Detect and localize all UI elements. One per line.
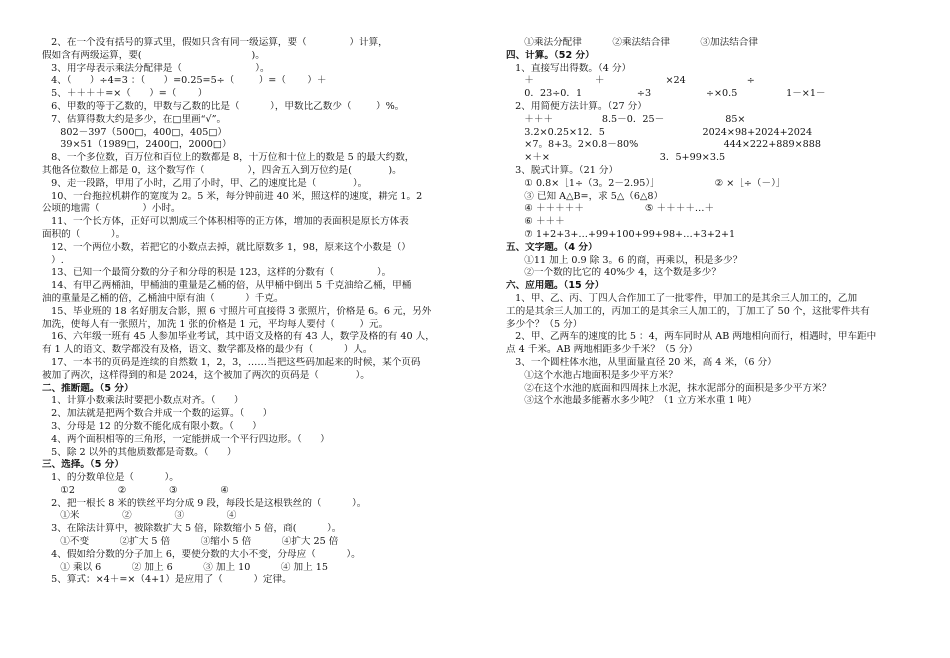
text-line: ④ ＋＋＋＋＋ ⑤ ＋＋＋＋…＋ [506,203,715,215]
text-line: 3、在除法计算中，被除数扩大 5 倍，除数缩小 5 倍，商( ）。 [42,523,342,535]
text-line: ×7。8+3。2×0.8－80% 444×222+889×888 [506,139,821,151]
text-line: 2、用简便方法计算。（27 分） [506,100,647,112]
text-line: 3.2×0.25×12．5 2024×98+2024+2024 [506,126,813,138]
text-line: 多少个？（5 分） [506,318,583,330]
text-line: 公顷的地需（ ）小时。 [42,203,181,215]
text-line: 其他各位数位上都是 0，这个数写作（ ），四舍五入到万位约是( )。 [42,164,402,176]
text-line: 3、分母是 12 的分数不能化成有限小数。（ ） [42,420,262,432]
text-line: ①2 ② ③ ④ [42,484,229,496]
text-line: 5、＋＋＋＋=×（ ）=（ ） [42,88,208,100]
text-line: ①不变 ②扩大 5 倍 ③缩小 5 倍 ④扩大 25 倍 [42,536,339,548]
text-line: ②在这个水池的底面和四周抹上水泥，抹水泥部分的面积是多少平方米？ [506,382,832,394]
text-line: 加洗，使每人有一张照片，加洗 1 张的价格是 1 元，平均每人要付（ ）元。 [42,318,389,330]
text-line: 7、估算得数大约是多少，在□里画“√”。 [42,113,227,125]
text-line: ③这个水池最多能蓄水多少吨？（1 立方米水重 1 吨） [506,395,757,407]
text-line: 11、一个长方体，正好可以割成三个体积相等的正方体，增加的表面积是原长方体表 [42,216,409,228]
text-line: 15、毕业班的 18 名好朋友合影，照 6 寸照片可直接得 3 张照片，价格是 6。6 元，另外 [42,305,432,317]
text-line: ① 0.8×［1÷（3。2－2.95）］ ② ×［÷（－）］ [506,177,786,189]
text-line: 五、文字题。（4 分） [506,241,598,253]
text-line: ①米 ② ③ ④ [42,510,237,522]
text-line: 5、算式：×4＋=×（4+1）是应用了（ ）定律。 [42,574,292,586]
text-line: 3、一个圆柱体水池，从里面量直径 20 米，高 4 米，（6 分） [506,356,777,368]
text-line: ③ 已知 A△B=，求 5△（6△8） [506,190,664,202]
text-line: 2、在一个没有括号的算式里，假如只含有同一级运算，要（ ）计算， [42,37,388,48]
text-line: 13、已知一个最简分数的分子和分母的积是 123，这样的分数有（ ）。 [42,267,392,279]
text-line: ⑥ ＋＋＋ [506,216,565,228]
text-line: ）. [42,254,64,266]
text-line: ①11 加上 0.9 除 3。6 的商，再乘以，积是多少？ [506,254,743,266]
text-line: ×＋× 3．5+99×3.5 [506,152,726,164]
text-line: 1、的分数单位是（ ）。 [42,472,179,484]
text-line: 2、把一根长 8 米的铁丝平均分成 9 段，每段长是这根铁丝的（ ）。 [42,497,367,509]
text-line: 10、一台拖拉机耕作的宽度为 2。5 米，每分钟前进 40 米，照这样的速度，耕完 1。2 [42,190,423,202]
right-column [506,37,916,408]
text-line: 2、加法就是把两个数合并成一个数的运算。（ ） [42,408,273,420]
text-line: 14、有甲乙两桶油，甲桶油的重量是乙桶的倍，从甲桶中倒出 5 千克油给乙桶，甲桶 [42,280,412,292]
text-line: 802－397（500□，400□，405□） [42,126,228,138]
text-line: ①乘法分配律 ②乘法结合律 ③加法结合律 [506,37,758,48]
text-line: 被加了两次，这样得到的和是 2024，这个被加了两次的页码是（ ）。 [42,369,370,381]
text-line: 假如含有两级运算，要( )。 [42,49,265,61]
text-line: 9、走一段路，甲用了小时，乙用了小时，甲、乙的速度比是（ ）。 [42,177,368,189]
text-line: 5、除 2 以外的其他质数都是奇数。（ ） [42,446,237,458]
text-line: 点 4 千米。AB 两地相距多少千米？（5 分） [506,344,698,356]
text-line: ＋ ＋ ×24 ÷ [506,75,755,87]
text-line: 1、直接写出得数。（4 分） [506,62,632,74]
text-line: 油的重量是乙桶的倍，乙桶油中原有油（ ）千克。 [42,292,284,304]
text-line: 面积的（ ）。 [42,228,126,240]
text-line: 17、一本书的页码是连续的自然数 1，2，3，……当把这些码加起来的时候，某个页码 [42,356,421,368]
text-line: ① 乘以 6 ② 加上 6 ③ 加上 10 ④ 加上 15 [42,561,328,573]
text-line: 2、甲、乙两车的速度的比 5 ：4，两车同时从 AB 两地相向而行，相遇时，甲车距中 [506,331,877,343]
text-line: 4、两个面积相等的三角形，一定能拼成一个平行四边形。（ ） [42,433,330,445]
text-line: ①这个水池占地面积是多少平方米？ [506,369,678,381]
text-line: 有 1 人的语文、数学都没有及格，语文、数学都及格的最少有（ ）人。 [42,344,373,356]
text-line: ＋＋＋ 8.5－0．25－ 85× [506,113,746,125]
text-line: 16、六年级一班有 45 人参加毕业考试，其中语文及格的有 43 人，数学及格的有 40 人， [42,331,435,343]
text-line: 三、选择。（5 分） [42,459,124,471]
text-line: 3、脱式计算。（21 分） [506,164,619,176]
text-line: 1、甲、乙、丙、丁四人合作加工了一批零件，甲加工的是其余三人加工的，乙加 [506,292,858,304]
text-line: 工的是其余三人加工的，丙加工的是其余三人加工的，丁加工了 50 个，这批零件共有 [506,305,870,317]
left-column [42,37,450,587]
text-line: 12、一个两位小数，若把它的小数点去掉，就比原数多 1，98，原来这个小数是（） [42,241,411,253]
text-line: ⑦ 1+2+3+…+99+100+99+98+…+3+2+1 [506,228,736,240]
text-line: ②一个数的比它的 40%少 4，这个数是多少？ [506,267,721,279]
text-line: 8、一个多位数，百万位和百位上的数都是 8，十万位和十位上的数是 5 的最大约数， [42,152,415,164]
text-line: 3、用字母表示乘法分配律是（ ）。 [42,62,270,74]
text-line: 39×51（1989□，2400□，2000□） [42,139,232,151]
text-line: 0．23÷0．1 ÷3 ÷×0.5 1－×1－ [506,88,826,100]
text-line: 二、推断题。（5 分） [42,382,134,394]
text-line: 四、计算。（52 分） [506,49,595,61]
text-line: 1、计算小数乘法时要把小数点对齐。（ ） [42,395,244,407]
text-line: 六、应用题。（15 分） [506,280,605,292]
text-line: 4、假如给分数的分子加上 6，要使分数的大小不变，分母应（ ）。 [42,548,361,560]
text-line: 6、甲数的等于乙数的，甲数与乙数的比是（ ），甲数比乙数少（ ）%。 [42,100,405,112]
text-line: 4、（ ）÷4=3 ：（ ）=0.25=5÷（ ）=（ ）＋ [42,75,327,87]
